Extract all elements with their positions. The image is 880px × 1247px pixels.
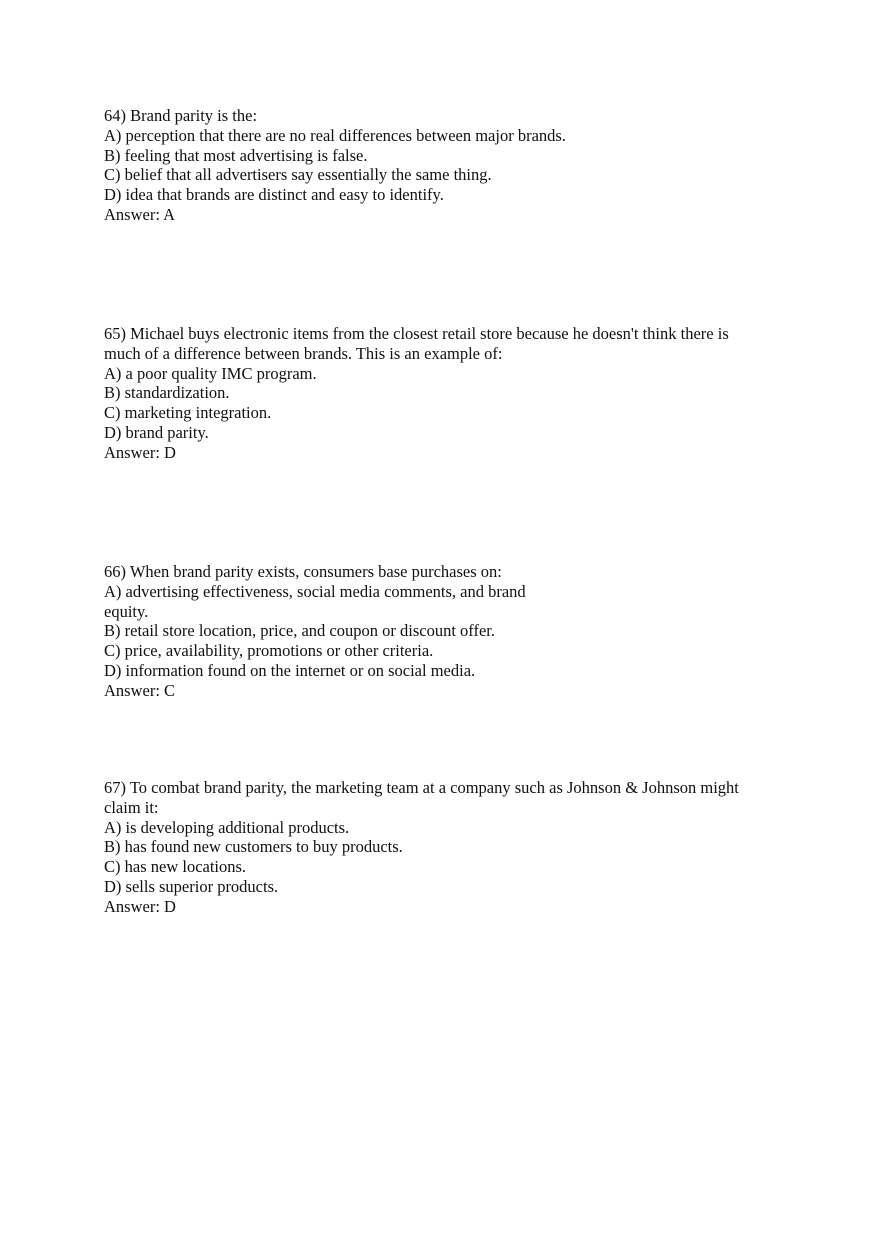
option-d: D) sells superior products. [104, 876, 279, 896]
answer: Answer: C [104, 680, 176, 700]
question-stem-line-2: much of a difference between brands. This is an example of: [104, 343, 503, 363]
question-stem-line-2: claim it: [104, 797, 159, 817]
option-d: D) brand parity. [104, 422, 209, 442]
question-stem: 66) When brand parity exists, consumers base purchases on: [104, 562, 502, 581]
answer: Answer: D [104, 896, 176, 916]
option-b: B) standardization. [104, 383, 230, 403]
option-b: B) has found new customers to buy products. [104, 837, 403, 857]
answer: Answer: D [104, 442, 176, 462]
option-c: C) has new locations. [104, 857, 247, 877]
question-stem-line-1: 67) To combat brand parity, the marketing team at a company such as Johnson & Johnson might [104, 778, 739, 797]
question-stem-line-1: 65) Michael buys electronic items from the closest retail store because he doesn't think there is [104, 324, 729, 343]
question-64 [104, 106, 784, 225]
option-a: A) a poor quality IMC program. [104, 363, 317, 383]
option-c: C) belief that all advertisers say essentially the same thing. [104, 165, 492, 185]
option-c: C) price, availability, promotions or other criteria. [104, 641, 434, 661]
option-b: B) retail store location, price, and coupon or discount offer. [104, 621, 495, 641]
option-d: D) information found on the internet or on social media. [104, 660, 476, 680]
question-stem: 64) Brand parity is the: [104, 106, 258, 125]
option-a: A) advertising effectiveness, social media comments, and brand equity. [104, 581, 526, 621]
option-c: C) marketing integration. [104, 403, 272, 423]
question-65 [104, 324, 784, 463]
question-66 [104, 562, 784, 701]
answer: Answer: A [104, 204, 176, 224]
option-a: A) is developing additional products. [104, 817, 350, 837]
question-67 [104, 778, 784, 917]
option-a: A) perception that there are no real differences between major brands. [104, 125, 566, 145]
option-d: D) idea that brands are distinct and easy to identify. [104, 185, 444, 205]
option-b: B) feeling that most advertising is false. [104, 145, 368, 165]
